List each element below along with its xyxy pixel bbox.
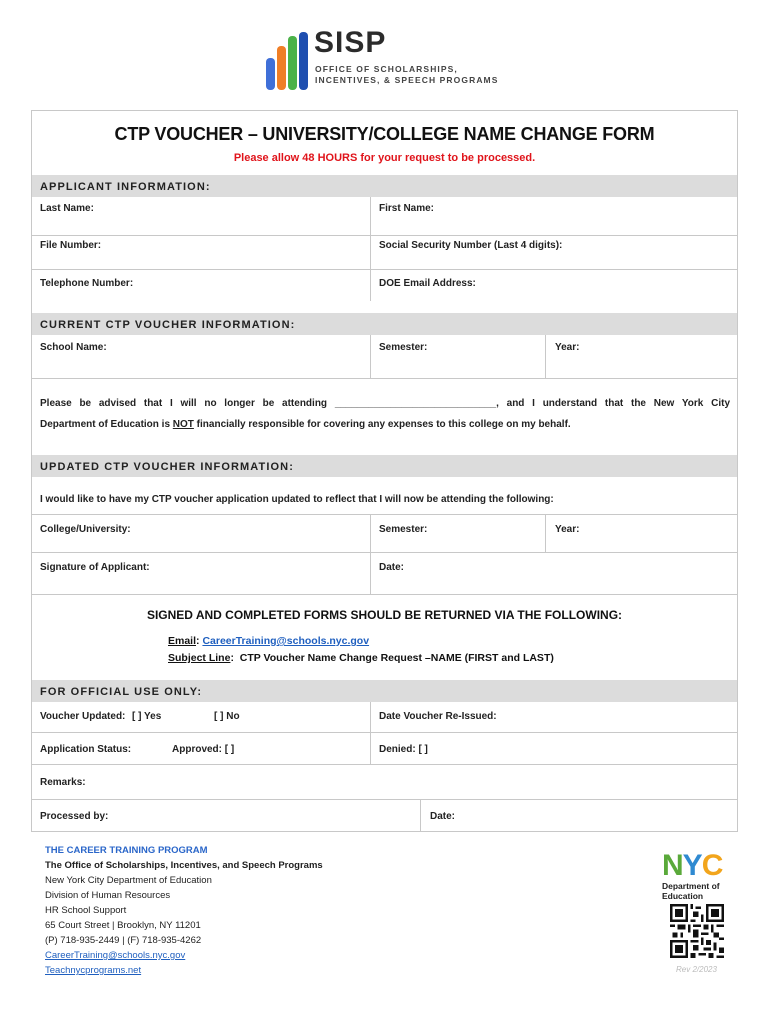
updated-intro: I would like to have my CTP voucher application updated to reflect that I will now be attending the following: — [40, 494, 554, 505]
form-title: CTP VOUCHER – UNIVERSITY/COLLEGE NAME CHANGE FORM — [114, 124, 655, 144]
ssn-field[interactable]: Social Security Number (Last 4 digits): — [379, 240, 563, 251]
return-instructions-heading: SIGNED AND COMPLETED FORMS SHOULD BE RETURNED VIA THE FOLLOWING: — [146, 608, 623, 622]
voucher-updated-label: Voucher Updated: — [40, 711, 126, 722]
sisp-logo — [266, 26, 526, 92]
last-name-field[interactable]: Last Name: — [40, 203, 94, 214]
processed-date-field[interactable]: Date: — [430, 811, 456, 822]
logo-name: SISP — [314, 26, 387, 59]
revision-date: Rev 2/2023 — [676, 965, 717, 974]
updated-year-field[interactable]: Year: — [555, 524, 580, 535]
voucher-updated-yes[interactable]: [ ] Yes — [132, 711, 162, 722]
doe-email-field[interactable]: DOE Email Address: — [379, 278, 476, 289]
support-name: HR School Support — [45, 905, 127, 916]
division-name: Division of Human Resources — [45, 890, 171, 901]
applicant-section-heading: APPLICANT INFORMATION: — [32, 175, 737, 197]
telephone-field[interactable]: Telephone Number: — [40, 278, 134, 289]
current-section-heading: CURRENT CTP VOUCHER INFORMATION: — [32, 313, 737, 335]
processed-by-field[interactable]: Processed by: — [40, 811, 109, 822]
logo-subtitle: OFFICE OF SCHOLARSHIPS, INCENTIVES, & SPEECH PROGRAMS — [315, 64, 499, 85]
file-number-field[interactable]: File Number: — [40, 240, 102, 251]
advisory-line-2: Department of Education is NOT financially responsible for covering any expenses to this college on my behalf. — [40, 419, 571, 430]
qr-code-icon — [670, 904, 724, 958]
voucher-updated-no[interactable]: [ ] No — [214, 711, 240, 722]
phone-fax: (P) 718-935-2449 | (F) 718-935-4262 — [45, 935, 202, 946]
logo-bars-icon — [266, 32, 310, 90]
approved-checkbox[interactable]: Approved: [ ] — [172, 744, 235, 755]
updated-section-heading: UPDATED CTP VOUCHER INFORMATION: — [32, 455, 737, 477]
footer-email-link[interactable]: CareerTraining@schools.nyc.gov — [45, 950, 186, 961]
processing-note: Please allow 48 HOURS for your request to be processed. — [233, 152, 536, 164]
name-change-form — [31, 110, 738, 832]
footer-website-link[interactable]: Teachnycprograms.net — [45, 965, 142, 976]
updated-semester-field[interactable]: Semester: — [379, 524, 428, 535]
application-status-label: Application Status: — [40, 744, 132, 755]
program-name: THE CAREER TRAINING PROGRAM — [45, 845, 208, 856]
college-university-field[interactable]: College/University: — [40, 524, 131, 535]
official-section-heading: FOR OFFICIAL USE ONLY: — [32, 680, 737, 702]
signature-date-field[interactable]: Date: — [379, 562, 405, 573]
college-blank[interactable]: _____________________________ — [334, 398, 497, 409]
signature-field[interactable]: Signature of Applicant: — [40, 562, 150, 573]
remarks-field[interactable]: Remarks: — [40, 777, 86, 788]
school-name-field[interactable]: School Name: — [40, 342, 107, 353]
office-name: The Office of Scholarships, Incentives, and Speech Programs — [45, 860, 323, 871]
return-subject-line: Subject Line: CTP Voucher Name Change Request –NAME (FIRST and LAST) — [168, 652, 554, 664]
denied-checkbox[interactable]: Denied: [ ] — [379, 744, 428, 755]
first-name-field[interactable]: First Name: — [379, 203, 435, 214]
address: 65 Court Street | Brooklyn, NY 11201 — [45, 920, 201, 931]
return-email-link[interactable]: CareerTraining@schools.nyc.gov — [202, 635, 370, 647]
date-reissued-field[interactable]: Date Voucher Re-Issued: — [379, 711, 497, 722]
current-semester-field[interactable]: Semester: — [379, 342, 428, 353]
footer-contact — [45, 843, 405, 978]
advisory-line-1: Please be advised that I will no longer be attending _____________________________, and I understand that the New York City — [40, 398, 731, 409]
return-email-line: Email: CareerTraining@schools.nyc.gov — [168, 635, 370, 647]
nyc-doe-logo: NYC Department of Education — [662, 849, 723, 901]
current-year-field[interactable]: Year: — [555, 342, 580, 353]
department-name: New York City Department of Education — [45, 875, 212, 886]
